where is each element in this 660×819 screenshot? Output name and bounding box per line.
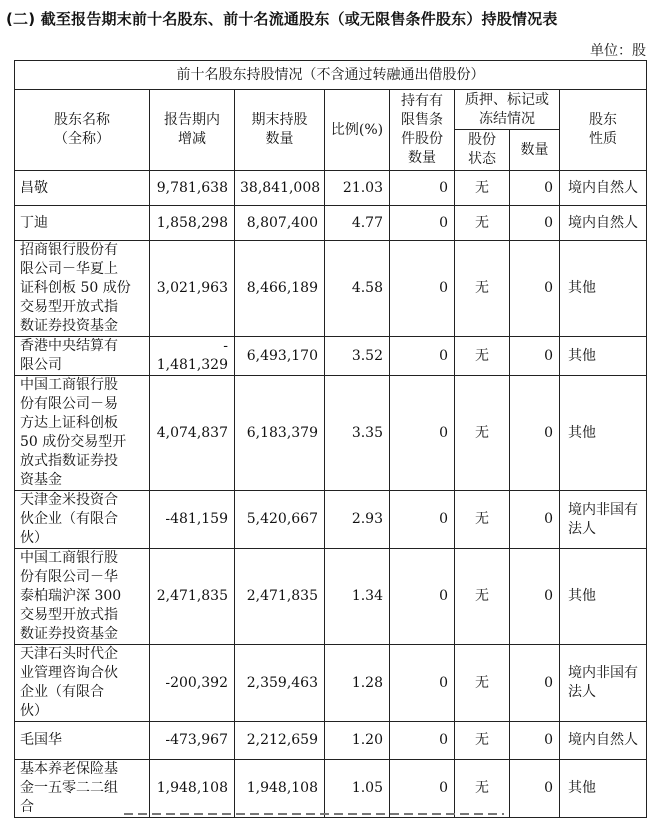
pledge-qty-text: 0 xyxy=(544,347,553,364)
table-row xyxy=(15,241,647,337)
pledge-status-text: 无 xyxy=(475,588,489,604)
change-text: -200,392 xyxy=(165,674,228,691)
table-row xyxy=(15,206,647,241)
table-row xyxy=(15,337,647,376)
pledge-status-text: 无 xyxy=(475,280,489,296)
held-text: 2,471,835 xyxy=(246,588,318,604)
nature-text: 境内自然人 xyxy=(568,732,638,748)
change-text: 1,858,298 xyxy=(156,214,228,231)
nature-cell xyxy=(560,171,647,206)
shareholder-name-text: 天津石头时代企 业管理咨询合伙 企业（有限合 伙） xyxy=(20,646,118,719)
held-cell xyxy=(235,491,325,549)
unit-label: 单位：股 xyxy=(590,43,646,59)
shareholder-name-cell xyxy=(15,645,150,722)
change-text: 9,781,638 xyxy=(156,179,228,196)
shareholder-name-text: 香港中央结算有 限公司 xyxy=(20,338,118,373)
restricted-cell xyxy=(390,491,455,549)
change-text: 1,948,108 xyxy=(156,780,228,796)
shareholder-name-text: 中国工商银行股 份有限公司－易 方达上证科创板 50 成份交易型开 放式指数证券投 资基金 xyxy=(20,377,127,488)
change-cell xyxy=(150,645,235,722)
shareholder-name-cell xyxy=(15,206,150,241)
nature-cell xyxy=(560,206,647,241)
restricted-cell xyxy=(390,206,455,241)
pledge-status-text: 无 xyxy=(475,511,489,527)
shareholders-table xyxy=(14,60,647,818)
change-text: -481,159 xyxy=(165,511,228,527)
restricted-cell xyxy=(390,337,455,376)
ratio-text: 3.52 xyxy=(351,347,383,364)
nature-text: 其他 xyxy=(568,780,596,796)
nature-text: 境内自然人 xyxy=(568,214,638,231)
pledge-status-cell xyxy=(455,206,510,241)
restricted-cell xyxy=(390,171,455,206)
header-nature: 股东 性质 xyxy=(560,90,647,171)
shareholder-name-cell xyxy=(15,549,150,645)
shareholder-name-text: 丁迪 xyxy=(20,214,48,231)
held-cell xyxy=(235,645,325,722)
pledge-qty-text: 0 xyxy=(544,280,553,296)
held-cell xyxy=(235,337,325,376)
header-change: 报告期内 增减 xyxy=(150,90,235,171)
pledge-status-cell xyxy=(455,241,510,337)
pledge-status-cell xyxy=(455,337,510,376)
table-caption: 前十名股东持股情况（不含通过转融通出借股份） xyxy=(15,61,647,90)
next-table-edge xyxy=(14,811,646,819)
pledge-status-cell xyxy=(455,549,510,645)
pledge-status-cell xyxy=(455,760,510,818)
held-text: 1,948,108 xyxy=(246,780,318,796)
pledge-qty-text: 0 xyxy=(544,732,553,748)
restricted-text: 0 xyxy=(439,424,448,441)
change-value: 1,481,329 xyxy=(156,357,228,373)
nature-text: 境内自然人 xyxy=(568,179,638,196)
change-cell xyxy=(150,337,235,376)
restricted-cell xyxy=(390,376,455,491)
ratio-text: 1.05 xyxy=(351,780,383,796)
change-cell xyxy=(150,206,235,241)
change-cell xyxy=(150,376,235,491)
shareholder-name-text: 毛国华 xyxy=(20,732,62,748)
pledge-qty-text: 0 xyxy=(544,511,553,527)
held-text: 2,212,659 xyxy=(246,732,318,748)
pledge-qty-cell xyxy=(510,722,560,760)
change-cell xyxy=(150,722,235,760)
pledge-qty-text: 0 xyxy=(544,674,553,691)
pledge-qty-text: 0 xyxy=(544,780,553,796)
pledge-qty-cell xyxy=(510,491,560,549)
shareholder-name-cell xyxy=(15,241,150,337)
restricted-text: 0 xyxy=(439,179,448,196)
ratio-cell xyxy=(325,760,390,818)
restricted-text: 0 xyxy=(439,732,448,748)
ratio-text: 1.20 xyxy=(351,732,383,748)
shareholder-name-cell xyxy=(15,722,150,760)
header-restricted: 持有有 限售条 件股份 数量 xyxy=(390,90,455,171)
held-cell xyxy=(235,376,325,491)
table-row xyxy=(15,491,647,549)
change-text: 3,021,963 xyxy=(156,280,228,296)
held-text: 5,420,667 xyxy=(246,511,318,527)
shareholder-name-text: 天津金米投资合 伙企业（有限合 伙） xyxy=(20,492,118,546)
held-cell xyxy=(235,171,325,206)
ratio-text: 1.28 xyxy=(351,674,383,691)
table-row xyxy=(15,722,647,760)
nature-cell xyxy=(560,376,647,491)
table-row xyxy=(15,645,647,722)
ratio-text: 2.93 xyxy=(351,511,383,527)
pledge-qty-cell xyxy=(510,206,560,241)
pledge-status-cell xyxy=(455,171,510,206)
change-cell xyxy=(150,760,235,818)
nature-text: 境内非国有 法人 xyxy=(568,665,638,700)
pledge-status-text: 无 xyxy=(475,674,489,691)
shareholder-name-text: 昌敬 xyxy=(20,179,48,196)
held-cell xyxy=(235,549,325,645)
nature-text: 其他 xyxy=(568,588,596,604)
nature-text: 境内非国有 法人 xyxy=(568,501,638,537)
pledge-qty-text: 0 xyxy=(544,588,553,604)
header-held: 期末持股 数量 xyxy=(235,90,325,171)
ratio-cell xyxy=(325,722,390,760)
nature-text: 其他 xyxy=(568,424,596,441)
nature-cell xyxy=(560,491,647,549)
restricted-text: 0 xyxy=(439,280,448,296)
nature-cell xyxy=(560,760,647,818)
shareholder-name-cell xyxy=(15,376,150,491)
nature-cell xyxy=(560,337,647,376)
pledge-qty-cell xyxy=(510,549,560,645)
shareholder-name-cell xyxy=(15,171,150,206)
pledge-status-cell xyxy=(455,376,510,491)
pledge-qty-cell xyxy=(510,376,560,491)
shareholder-name-cell xyxy=(15,760,150,818)
held-text: 8,466,189 xyxy=(246,280,318,296)
held-cell xyxy=(235,206,325,241)
pledge-qty-cell xyxy=(510,760,560,818)
held-text: 6,183,379 xyxy=(246,424,318,441)
header-pledge-group: 质押、标记或 冻结情况 xyxy=(455,90,560,130)
restricted-text: 0 xyxy=(439,511,448,527)
restricted-cell xyxy=(390,760,455,818)
header-pledge-status: 股份 状态 xyxy=(455,130,510,171)
ratio-cell xyxy=(325,337,390,376)
pledge-status-text: 无 xyxy=(475,424,489,441)
pledge-qty-cell xyxy=(510,337,560,376)
pledge-status-text: 无 xyxy=(475,347,489,364)
change-cell xyxy=(150,549,235,645)
pledge-qty-cell xyxy=(510,171,560,206)
ratio-cell xyxy=(325,549,390,645)
held-text: 8,807,400 xyxy=(246,214,318,231)
held-text: 38,841,008 xyxy=(240,179,321,196)
pledge-qty-cell xyxy=(510,645,560,722)
ratio-text: 4.58 xyxy=(351,280,383,296)
shareholder-name-cell xyxy=(15,491,150,549)
nature-cell xyxy=(560,241,647,337)
ratio-cell xyxy=(325,645,390,722)
held-cell xyxy=(235,722,325,760)
table-row xyxy=(15,760,647,818)
ratio-cell xyxy=(325,491,390,549)
header-ratio: 比例(%) xyxy=(325,90,390,171)
pledge-qty-text: 0 xyxy=(544,424,553,441)
restricted-text: 0 xyxy=(439,780,448,796)
pledge-status-text: 无 xyxy=(475,732,489,748)
restricted-cell xyxy=(390,645,455,722)
restricted-text: 0 xyxy=(439,588,448,604)
nature-cell xyxy=(560,549,647,645)
restricted-cell xyxy=(390,549,455,645)
nature-text: 其他 xyxy=(568,280,596,296)
section-title: (二) 截至报告期末前十名股东、前十名流通股东（或无限售条件股东）持股情况表 xyxy=(6,10,558,28)
restricted-cell xyxy=(390,241,455,337)
change-cell xyxy=(150,241,235,337)
pledge-qty-text: 0 xyxy=(544,214,553,231)
ratio-text: 4.77 xyxy=(351,214,383,231)
ratio-cell xyxy=(325,376,390,491)
held-cell xyxy=(235,760,325,818)
header-pledge-qty: 数量 xyxy=(510,130,560,171)
pledge-status-text: 无 xyxy=(475,179,489,196)
held-cell xyxy=(235,241,325,337)
ratio-text: 21.03 xyxy=(342,179,383,196)
shareholder-name-cell xyxy=(15,337,150,376)
ratio-text: 3.35 xyxy=(351,424,383,441)
restricted-text: 0 xyxy=(439,347,448,364)
change-text: -473,967 xyxy=(165,732,228,748)
held-text: 2,359,463 xyxy=(246,674,318,691)
nature-cell xyxy=(560,722,647,760)
ratio-cell xyxy=(325,241,390,337)
change-text: 4,074,837 xyxy=(156,424,228,441)
shareholder-name-text: 中国工商银行股 份有限公司－华 泰柏瑞沪深 300 交易型开放式指 数证券投资基金 xyxy=(20,550,122,642)
ratio-cell xyxy=(325,206,390,241)
pledge-status-text: 无 xyxy=(475,214,489,231)
pledge-status-cell xyxy=(455,722,510,760)
restricted-text: 0 xyxy=(439,214,448,231)
header-name: 股东名称 （全称） xyxy=(15,90,150,171)
change-sign: - xyxy=(223,338,228,354)
restricted-cell xyxy=(390,722,455,760)
nature-cell xyxy=(560,645,647,722)
change-cell xyxy=(150,491,235,549)
table-row xyxy=(15,171,647,206)
change-cell xyxy=(150,171,235,206)
restricted-text: 0 xyxy=(439,674,448,691)
ratio-cell xyxy=(325,171,390,206)
table-row xyxy=(15,549,647,645)
shareholder-name-text: 基本养老保险基 金一五零二二组 合 xyxy=(20,761,118,815)
pledge-status-text: 无 xyxy=(475,780,489,796)
pledge-status-cell xyxy=(455,645,510,722)
table-body xyxy=(15,171,647,818)
pledge-status-cell xyxy=(455,491,510,549)
change-text: 2,471,835 xyxy=(156,588,228,604)
held-text: 6,493,170 xyxy=(246,347,318,364)
nature-text: 其他 xyxy=(568,347,596,364)
shareholder-name-text: 招商银行股份有 限公司－华夏上 证科创板 50 成份 交易型开放式指 数证券投资基金 xyxy=(20,242,131,334)
pledge-qty-cell xyxy=(510,241,560,337)
ratio-text: 1.34 xyxy=(351,588,383,604)
table-row xyxy=(15,376,647,491)
pledge-qty-text: 0 xyxy=(544,179,553,196)
